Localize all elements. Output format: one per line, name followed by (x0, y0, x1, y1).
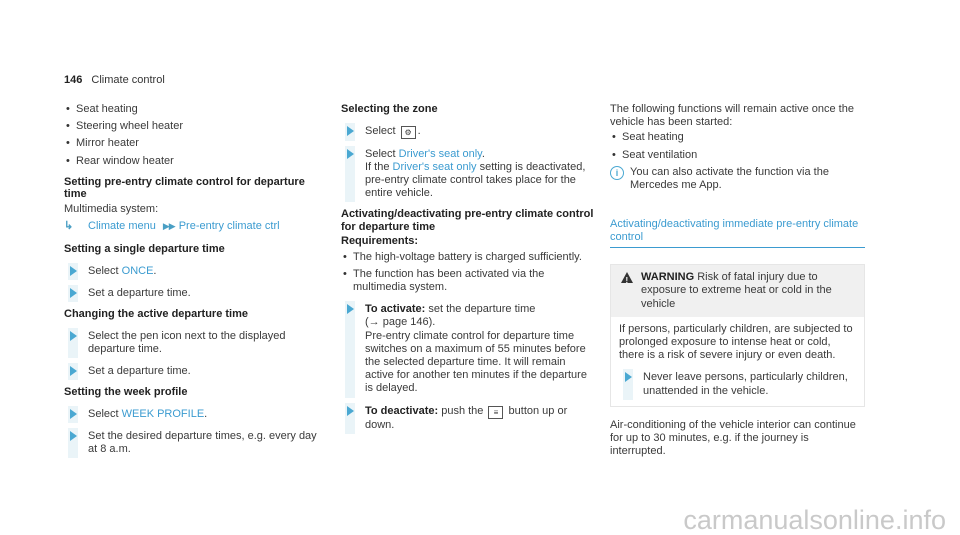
menu-path (64, 220, 319, 233)
page-number: 146 (64, 74, 83, 86)
list-item: • Rear window heater (64, 155, 319, 168)
step-arrow-icon (625, 372, 632, 382)
info-icon: i (610, 166, 624, 180)
heading-week-profile: Setting the week profile (64, 386, 188, 399)
option-drivers-seat: Driver's seat only (398, 147, 482, 160)
requirements-label: Requirements: (341, 235, 419, 248)
step-arrow-icon (70, 266, 77, 276)
step-arrow-icon (70, 331, 77, 341)
heading-selecting-zone: Selecting the zone (341, 103, 438, 115)
zone-settings-icon: ⚙ (401, 126, 416, 139)
step-set-desired: Set the desired departure times, e.g. every day at 8 a.m. (64, 430, 319, 456)
warning-triangle-icon (621, 272, 633, 283)
step-arrow-icon (347, 406, 354, 416)
return-arrow-icon: ↳ (64, 220, 74, 233)
page-header (64, 74, 165, 87)
step-arrow-icon (70, 431, 77, 441)
step-arrow-icon (70, 409, 77, 419)
column-right (610, 103, 865, 460)
heading-changing-departure: Changing the active departure time (64, 308, 248, 321)
heading-activating: Activating/deactivating pre-entry climate control for departure time (341, 208, 594, 233)
step-select-driver: Select Driver's seat only. If the Driver's seat only setting is deactivated, pre-entry climate control takes place for the entire vehicle. (341, 148, 596, 201)
watermark: carmanualsonline.info (683, 504, 946, 535)
aircon-text: Air-conditioning of the vehicle interior can continue for up to 30 minutes, e.g. if the journey is interrupted. (610, 418, 856, 458)
warning-body: If persons, particularly children, are subjected to prolonged exposure to intense heat or cold, there is a risk of severe injury or even death. Never leave persons, particularly children, unattended in the vehicle. (611, 317, 864, 406)
list-item: • Seat heating (610, 131, 865, 144)
option-week-profile: WEEK PROFILE (121, 407, 205, 420)
step-select-week: Select WEEK PROFILE. (64, 408, 319, 421)
step-arrow-icon (347, 304, 354, 314)
double-chevron-icon: ▶▶ (162, 221, 175, 232)
path-pre-entry: Pre-entry climate ctrl (178, 220, 280, 233)
step-arrow-icon (347, 126, 354, 136)
step-select-zone: Select ⚙ . (341, 125, 596, 139)
step-arrow-icon (70, 288, 77, 298)
step-arrow-icon (70, 366, 77, 376)
list-item: • Steering wheel heater (64, 120, 319, 133)
list-item: • Seat heating (64, 103, 319, 116)
intro-text: The following functions will remain active once the vehicle has been started: (610, 103, 854, 129)
heading-setting-departure: Setting pre-entry climate control for departure time (64, 175, 305, 201)
path-climate-menu: Climate menu (88, 220, 156, 233)
page-reference[interactable]: (→ page 146). (365, 316, 436, 329)
step-set-time: Set a departure time. (64, 365, 319, 378)
step-select-pen: Select the pen icon next to the displayed departure time. (64, 330, 319, 356)
list-item: • The high-voltage battery is charged sufficiently. (341, 251, 596, 264)
warning-step: Never leave persons, particularly children, unattended in the vehicle. (619, 371, 856, 397)
title-divider (610, 247, 865, 248)
heading-single-departure: Setting a single departure time (64, 243, 225, 256)
section-title: Climate control (91, 74, 165, 86)
climate-button-icon: ≡ (488, 406, 503, 419)
warning-box (610, 264, 865, 407)
column-middle (341, 103, 596, 440)
list-item: • The function has been activated via the multimedia system. (341, 268, 596, 294)
step-arrow-icon (347, 149, 354, 159)
step-activate: To activate: set the departure time (→ page 146). Pre-entry climate control for departure time switches on a maximum of 55 minutes before the selected departure time. It will remain active for another ten minutes if the departure is delayed. (341, 303, 596, 395)
column-left (64, 103, 319, 464)
list-item: • Mirror heater (64, 137, 319, 150)
warning-header: ! WARNING Risk of fatal injury due to exposure to extreme heat or cold in the vehicle (611, 265, 864, 317)
list-item: • Seat ventilation (610, 149, 865, 162)
multimedia-label: Multimedia system: (64, 202, 159, 215)
info-note: i You can also activate the function via the Mercedes me App. (610, 166, 865, 192)
step-select-once: Select ONCE. (64, 265, 319, 278)
step-set-time: Set a departure time. (64, 287, 319, 300)
section-title-immediate: Activating/deactivating immediate pre-entry climate control (610, 218, 859, 244)
step-deactivate: To deactivate: push the ≡ button up or down. (341, 405, 596, 432)
option-once: ONCE (121, 264, 154, 277)
